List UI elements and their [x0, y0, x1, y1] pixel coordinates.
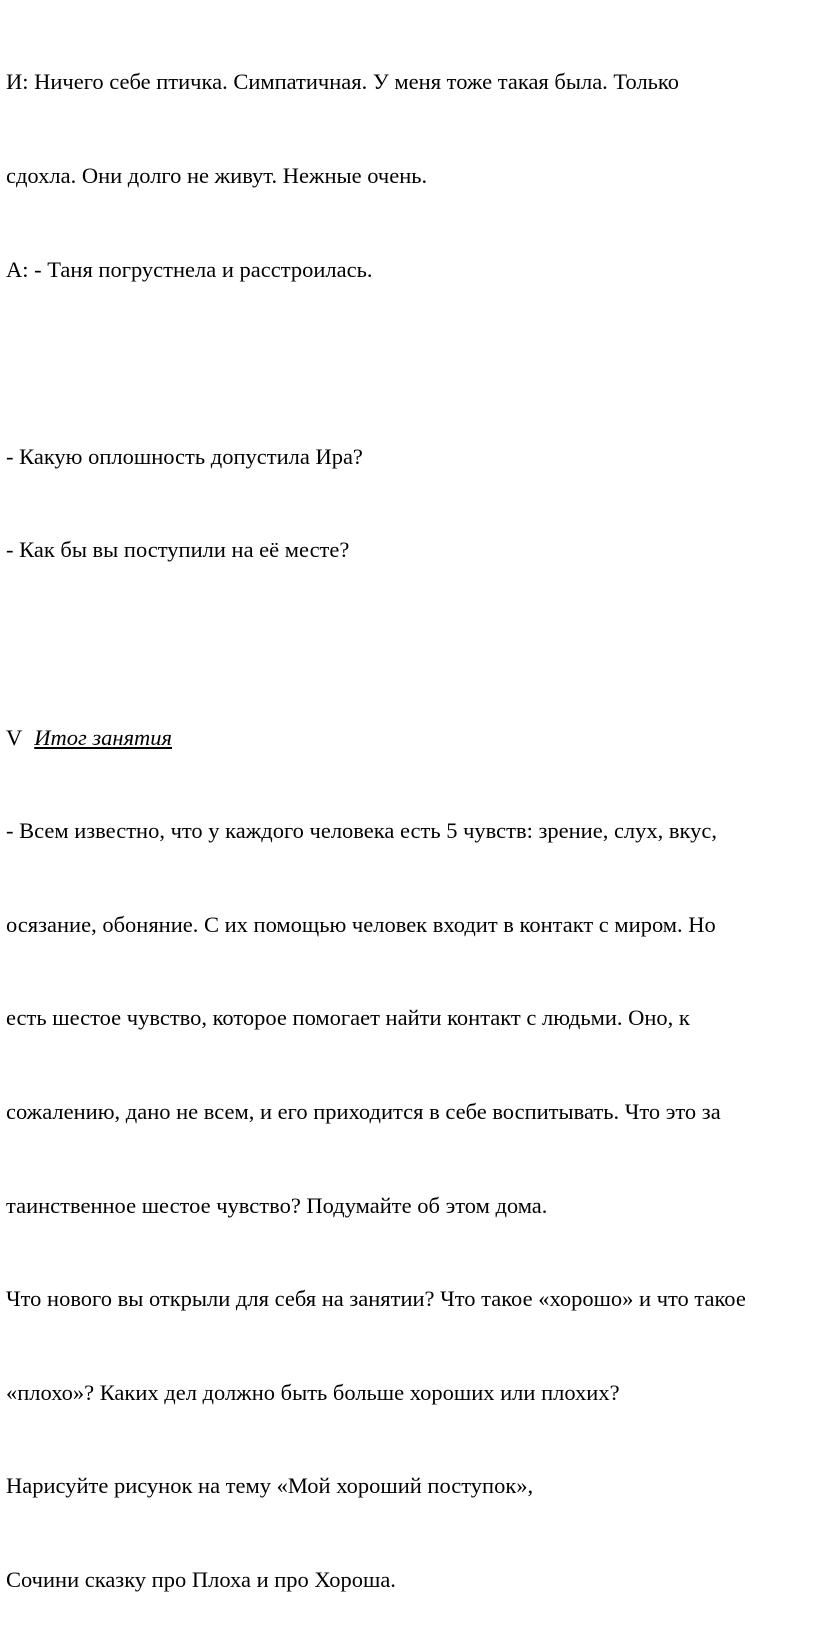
- summary-line: Нарисуйте рисунок на тему «Мой хороший поступок»,: [6, 1473, 534, 1499]
- blank-line: [6, 347, 814, 378]
- summary-line: Что нового вы открыли для себя на занятии? Что такое «хорошо» и что такое: [6, 1286, 746, 1312]
- blank-line: [6, 628, 814, 659]
- document-page: [6, 4, 814, 1626]
- summary-line: таинственное шестое чувство? Подумайте об этом дома.: [6, 1192, 548, 1218]
- summary-line: «плохо»? Каких дел должно быть больше хороших или плохих?: [6, 1379, 620, 1405]
- summary-line: осязание, обоняние. С их помощью человек входит в контакт с миром. Но: [6, 911, 716, 937]
- section-title: Итог занятия: [34, 724, 173, 750]
- summary-line: сожалению, дано не всем, и его приходится в себе воспитывать. Что это за: [6, 1098, 721, 1124]
- dialogue-line: И: Ничего себе птичка. Симпатичная. У меня тоже такая была. Только: [6, 69, 679, 95]
- summary-line: - Всем известно, что у каждого человека есть 5 чувств: зрение, слух, вкус,: [6, 818, 718, 844]
- summary-line: Сочини сказку про Плоха и про Хороша.: [6, 1566, 396, 1592]
- dialogue-line: А: - Таня погрустнела и расстроилась.: [6, 256, 373, 282]
- summary-line: есть шестое чувство, которое помогает найти контакт с людьми. Оно, к: [6, 1005, 690, 1031]
- question-line: - Как бы вы поступили на её месте?: [6, 537, 350, 563]
- section-heading: [6, 722, 814, 753]
- question-line: - Какую оплошность допустила Ира?: [6, 443, 363, 469]
- section-numeral: V: [6, 724, 23, 750]
- dialogue-line: сдохла. Они долго не живут. Нежные очень.: [6, 163, 428, 188]
